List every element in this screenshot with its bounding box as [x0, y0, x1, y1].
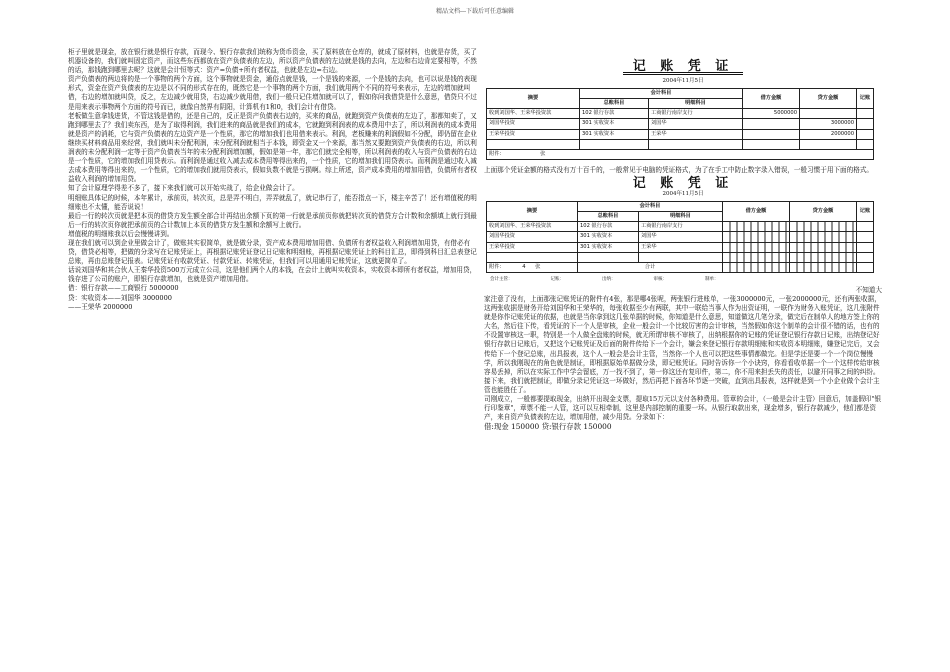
credit-digit-grid	[790, 222, 857, 232]
row-detail: 王荣华	[639, 242, 723, 252]
row-general: 301 实收资本	[578, 242, 639, 252]
left-paragraph: 老板做生意拿钱进货，不管这钱是借的，还是自己的，反正是资产负债表右边的，买来的商品，就跑到资产负债表的左边了，那都知卖了，又跑到哪里去了？我们卖东西，是为了取得利润，我们进来的商品就是我们的成本，它就跑到利润表的成本费用中去了，所以利润表的成本费用就是资产的消耗，它与资产负债表的左边资产是一个性质，那它的增加我们也用借来表示。利润，老板赚来的利润假如不分配，即仍留在企业继续买材料商品用来经营，我们就叫未分配利润，未分配利润就相当于本钱，即资金又一个来源，那当然又要跑到资产负债表的右边，所以利润表的未分配利润一定等于资产负债表当年的未分配利润增加额，假如是第一年，那它们就完全相等，所以利润表的收入与资产负债表的右边是一个性质，它的增加我们用贷表示。而利润是通过收入减去成本费用等得出来的，一个性质，它的增加我们用贷表示。而利润是通过收入减去成本费用等得出来的，一个性质，它的增加我们就用贷表示，假如负数不就是亏损啊。综上所述，资产成本费用的增加用借，负债所有者权益收入利润的增加用贷。	[68, 111, 477, 184]
voucher-1	[484, 59, 882, 160]
sig-preparer: 制单：	[705, 276, 719, 282]
debit-digit-grid	[723, 222, 790, 232]
voucher-table	[486, 88, 874, 160]
col-posted: 记账	[857, 202, 874, 222]
attach-unit: 张	[535, 263, 541, 270]
col-posted: 记账	[857, 89, 874, 109]
row-posted	[857, 119, 874, 129]
col-account-group: 会计科目	[578, 202, 723, 212]
col-summary: 摘要	[487, 202, 578, 222]
journal-entry-credit: 贷：实收资本——刘国华 3000000	[68, 293, 172, 302]
voucher-date: 2004年11月5日	[662, 191, 704, 198]
left-paragraph: 增值税的明细账我以后会慢慢讲到。	[68, 229, 174, 238]
journal-entry-credit: ——王荣华 2000000	[68, 302, 133, 311]
row-credit: 3000000	[800, 119, 857, 129]
voucher-date: 2004年11月5日	[662, 78, 704, 85]
col-detail: 明细科目	[639, 212, 723, 222]
row-posted	[857, 242, 874, 252]
attachment-row	[487, 149, 874, 159]
col-debit: 借方金额	[723, 202, 790, 222]
voucher-title: 记 账 凭 证	[632, 175, 734, 191]
table-row	[487, 119, 874, 129]
final-entry: 借:现金 150000 贷:银行存款 150000	[484, 422, 612, 432]
table-row	[487, 109, 874, 119]
sig-supervisor: 会计主管：	[490, 276, 513, 282]
row-posted	[857, 222, 874, 232]
row-debit: 5000000	[743, 109, 800, 119]
row-summary: 刘国华投资	[487, 119, 580, 129]
row-general: 301 实收资本	[580, 129, 649, 139]
journal-entry-debit: 借：银行存款——工商银行 5000000	[68, 284, 179, 293]
signature-line	[490, 275, 882, 284]
attach-count: 4	[522, 263, 526, 270]
row-general: 102 银行存款	[578, 222, 639, 232]
header-note: 精品文档---下载后可任意编辑	[435, 8, 515, 15]
table-row	[487, 242, 874, 252]
left-paragraph: 最后一行的转次页就是把本页的借贷方发生额全部合计再结出余额下页的第一行就是承前页你就把转次页的借贷方合计数和余额填上就行到最后一行的转次页你就把承前页的合计数加上本页的借贷方发生额和余额写上就行。	[68, 211, 477, 229]
row-summary: 王荣华投资	[487, 242, 578, 252]
col-general: 总账科目	[580, 99, 649, 109]
left-paragraph: 现在我们就可以到企业里做会计了，做账其实很简单，就是做分录，资产成本费用增加用借、负债所有者权益收入利润增加用贷，有借必有贷，借贷必相等，把做的分录写在记账凭证上，再根据记账凭证登记日记账和明细账，再根据记账凭证上的科目汇总，即得到科目汇总表登记总账，再由总账登记报表。记账凭证有收款凭证、付款凭证、转账凭证，但我们可以用通用记账凭证，这就更简单了。	[68, 238, 477, 266]
row-summary: 收到刘国华、王荣华投资款	[487, 109, 580, 119]
attach-label: 附件：	[489, 263, 505, 270]
right-paragraph: 司刚成立，一般都要提取现金，出纳开出现金支票，提取15万元以支付各种费用。管章的会计，（一般是会计主管）回意后，加盖假印"银行印鉴章"，章票不能一人管，这可以互相牵制，这里是内部控制的重要一环。从银行取款出来，现金增多，银行存款减少，他们都是资产，来自资产负债表的左边，增加用借，减少用贷。分录如下：	[484, 395, 882, 422]
table-row	[487, 252, 874, 262]
col-summary: 摘要	[487, 89, 580, 109]
right-tail-head: 不知道大	[855, 285, 882, 294]
row-detail: 工商银行南岸支行	[639, 222, 723, 232]
row-summary: 刘国华投资	[487, 232, 578, 242]
row-summary: 收到刘国华、王荣华投资款	[487, 222, 578, 232]
voucher-title: 记 账 凭 证	[632, 59, 734, 74]
row-credit	[800, 109, 857, 119]
col-detail: 明细科目	[649, 99, 743, 109]
col-debit: 借方金额	[743, 89, 800, 109]
left-paragraph: 明细账具体记的时候，本年累计，承前页，转次页，总是弄不明白，弄弄就乱了，就记串行了，能否指点一下，楼主辛苦了！还有增值税的明细账也不太懂，能否说说！	[68, 193, 477, 211]
credit-digit-grid	[790, 232, 857, 242]
row-posted	[857, 232, 874, 242]
table-row	[487, 232, 874, 242]
debit-digit-grid	[723, 242, 790, 252]
row-posted	[857, 129, 874, 139]
table-row	[487, 222, 874, 232]
total-row	[487, 262, 874, 272]
total-label: 合计	[578, 262, 723, 272]
sig-reviewer: 审核：	[653, 276, 667, 282]
debit-digit-grid	[723, 232, 790, 242]
attach-label: 附件：	[489, 150, 505, 157]
row-detail: 工商银行南岸支行	[649, 109, 743, 119]
sig-bookkeeper: 记账：	[550, 276, 564, 282]
voucher-2	[484, 175, 882, 284]
row-credit: 2000000	[800, 129, 857, 139]
row-general: 301 实收资本	[580, 119, 649, 129]
attach-unit: 张	[540, 150, 546, 157]
mid-paragraph: 上面那个凭证金额的格式没有万十百千的，一般常见于电脑的凭证格式，为了在手工中防止数字录入错误，一般习惯于用下面的格式。	[484, 165, 874, 174]
row-general: 301 实收资本	[578, 232, 639, 242]
right-paragraph: 家注意了没有，上面那张记账凭证的附件有4张，那是哪4张呢，两张银行进账单，一张3000000元，一张2000000元，还有两张收据，这两张收据是财务开给刘国华和王荣华的，每张收据至少有两联，其中一联给当事人作为出资证明，一联作为财务入账凭证，这几张附件就是你作记账凭证的依据，也就是当你拿到这几张单据的时候，你知道是什么意思，知道做这几笔分录，做完后在制单人的地方签上你的大名，然后往下传，看凭证的下一个人是审核，企业一般会计一个比较厉害的会计审核，当然假如你这个制单的会计很不错的话，也有的不设置审核这一职，特别是一个人做全盘账的时候，就无所谓审核不审核了，出纳根据你的记账的凭证登记银行存款日记账，出纳登记好银行存款日记账后，又把这个记账凭证及后面的附件传给下一个会计，嫌会来登记银行存款明细账和实收资本明细账，嫌登记完后，又会传给下一个登记总账，出具报表，这个人一般会是会计主管，当然你一个人也可以把这些事情都做完。但是学还是要一个一个岗位慢慢学，所以我刚现在的角色就是制证，即根据原始单据做分录，即记账凭证。同时告诉你一个小诀窍，你看看收单据一个一个这样传给审核容易丢掉，所以在实际工作中学会留底，万一找不到了，第一你这还有复印件，第二，你不用来担丢失的责任，以避开同事之间的纠纷。接下来，我们就把制证，即做分录记凭证这一环做好，然后再把下面各环节逐一突破，直到出具报表，这样就是到一个小企业做个会计主管也能胜任了。	[484, 294, 881, 394]
col-account-group: 会计科目	[580, 89, 743, 99]
row-debit	[743, 119, 800, 129]
row-debit	[743, 129, 800, 139]
left-paragraph: 知了会计原理学得差不多了，接下来我们就可以开始实战了，给企业做会计了。	[68, 184, 299, 193]
row-general: 102 银行存款	[580, 109, 649, 119]
left-paragraph: 话说刘国华和其合伙人王秦华投资500万元成立公司，这是他们两个人的本钱，在会计上就叫实收资本，实收资本即所有者权益，增加用贷，钱存进了公司的账户，即银行存款增加，也就是资产增加用借。	[68, 266, 477, 284]
left-column	[68, 48, 480, 312]
table-row	[487, 139, 874, 149]
sig-cashier: 出纳：	[602, 276, 616, 282]
left-paragraph: 柜子里就是现金，放在银行就是银行存款，而现今、银行存款我们统称为货币资金，买了原料放在仓库的，就成了原材料，也就是存货，买了机器设备的，我们就叫固定资产，而这些东西都放在资产负债表的左边，所以资产负债表的左边就是钱的去向，左边和右边肯定要相等，不然的话，那钱跑到哪里去呢？这就是会计恒等式：资产=负债+所有者权益，也就是左边=右边。	[68, 48, 477, 75]
left-paragraph: 资产负债表的两边将的是一个事物的两个方面，这个事物就是资金，通俗点就是钱，一个是钱的来源，一个是钱的去向，也可以说是钱的表现形式，资金在资产负债表的左边是以不同的形式存在的，既然它是一个事物的两个方面，我们就用两个不同的符号来表示，左边的增加就叫借，右边的增加就叫贷，反之，左边减少就用贷，右边减少就用借，我们一般只记住增加就可以了，假如你问我借贷是什么意思，借贷只不过是用来表示事物两个方面的符号而已，就像自然界有阴阳，计算机有1和0，我们会计有借贷。	[68, 75, 477, 111]
row-posted	[857, 109, 874, 119]
row-detail: 王荣华	[649, 129, 743, 139]
row-summary: 王荣华投资	[487, 129, 580, 139]
row-detail: 刘国华	[639, 232, 723, 242]
voucher-table	[486, 201, 874, 273]
col-credit: 贷方金额	[790, 202, 857, 222]
table-row	[487, 129, 874, 139]
credit-digit-grid	[790, 242, 857, 252]
col-credit: 贷方金额	[800, 89, 857, 109]
row-detail: 刘国华	[649, 119, 743, 129]
col-general: 总账科目	[578, 212, 639, 222]
right-column	[484, 48, 882, 431]
